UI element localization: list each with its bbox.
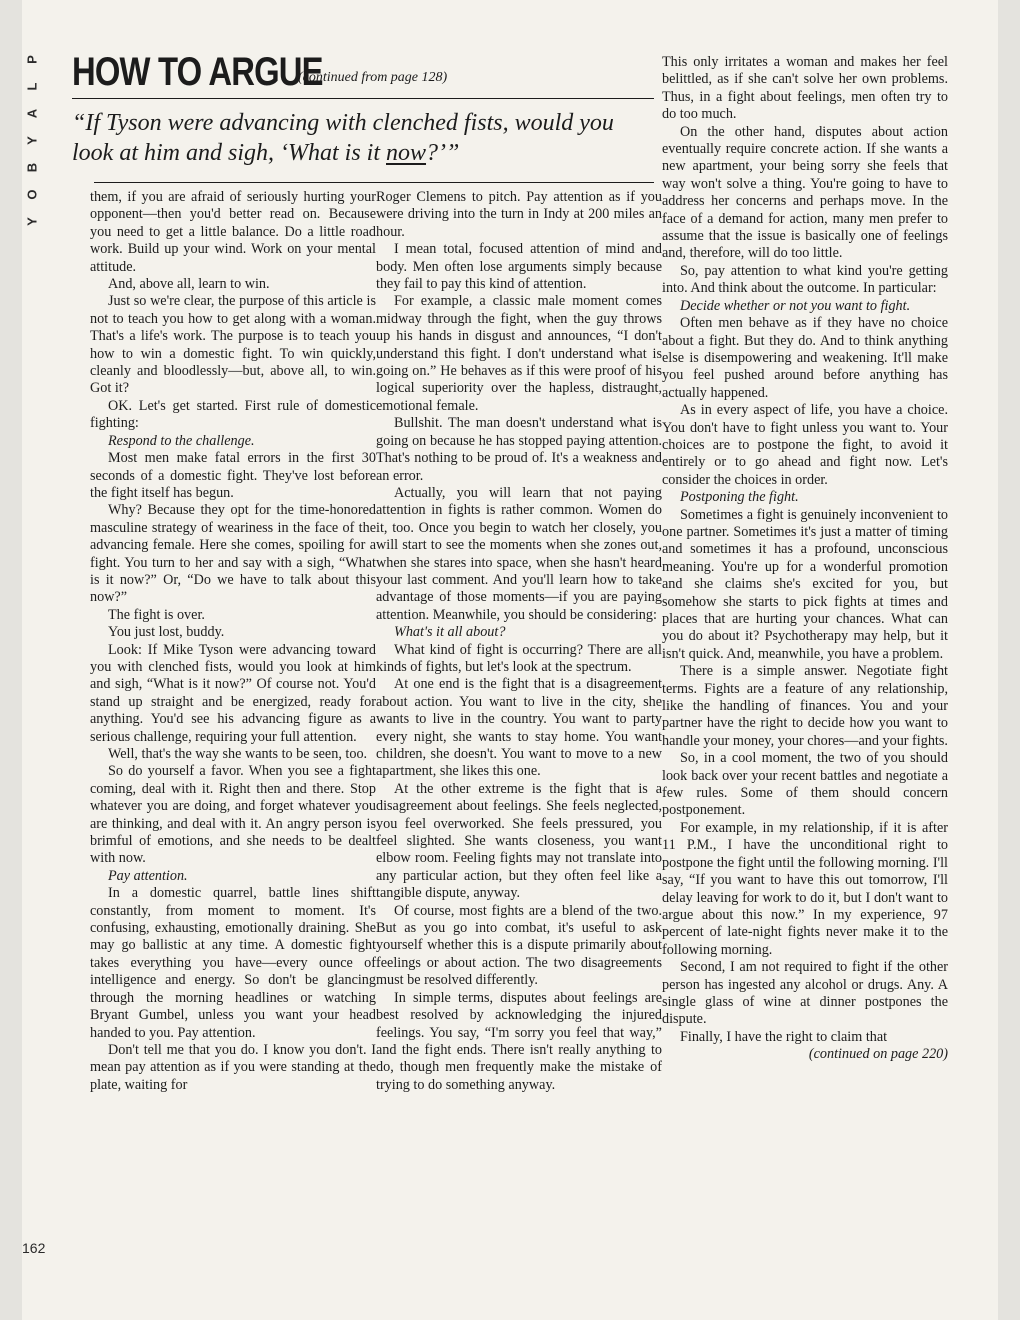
- article-paragraph: them, if you are afraid of seriously hurting your opponent—then you'd better read on. Because you need to get a little balance. Do a little road work. Build up your wind. Work on your mental attitude.: [90, 189, 376, 275]
- continued-from-note: (continued from page 128): [298, 70, 448, 85]
- article-paragraph: You just lost, buddy.: [108, 624, 225, 641]
- section-subhead: Pay attention.: [108, 867, 188, 884]
- article-paragraph: So, in a cool moment, the two of you should look back over your recent battles and negotiate a few rules. Some of them should concern postponement.: [662, 750, 948, 819]
- article-paragraph: At the other extreme is the fight that is a disagreement about feelings. She feels neglected, you feel overworked. She feels pressured, you feel slighted. She wants closeness, you want elbow room. Feeling fights may not translate into any particular action, but they often feel like a tangible dispute, anyway.: [376, 780, 662, 902]
- page-number: 162: [22, 1240, 46, 1256]
- magazine-masthead: [22, 46, 42, 235]
- masthead-letter: Y: [24, 217, 40, 226]
- article-paragraph: Well, that's the way she wants to be seen, too.: [108, 746, 368, 762]
- article-title: HOW TO ARGUE: [72, 50, 323, 94]
- article-paragraph: Bullshit. The man doesn't understand what is going on because he has stopped paying attention. That's nothing to be proud of. It's a weakness and an error.: [376, 415, 662, 484]
- section-subhead: Postponing the fight.: [680, 489, 799, 506]
- article-paragraph: There is a simple answer. Negotiate fight terms. Fights are a feature of any relationship, like the handling of finances. You and your partner have the right to decide how you want to handle your money, your chores—and your fights.: [662, 663, 948, 749]
- article-paragraph: At one end is the fight that is a disagreement about action. You want to live in the city, she wants to live in the country. You want to party every night, she wants to stay home. You want children, she doesn't. You want to move to a new apartment, she likes this one.: [376, 676, 662, 780]
- article-paragraph: For example, a classic male moment comes midway through the fight, when the guy throws up his hands in disgust and announces, “I don't understand this fight. I don't understand what is going on.” He behaves as if this were proof of his logical superiority over the hapless, distraught, emotional female.: [376, 293, 662, 414]
- article-paragraph: And, above all, learn to win.: [108, 276, 270, 293]
- article-paragraph: OK. Let's get started. First rule of domestic fighting:: [90, 397, 376, 432]
- article-column-3: [662, 54, 948, 1064]
- article-column-1: [90, 189, 376, 1094]
- article-paragraph: Roger Clemens to pitch. Pay attention as if you were driving into the turn in Indy at 200 miles an hour.: [376, 189, 662, 240]
- pull-quote-end: ?’”: [426, 140, 460, 166]
- pull-quote-rule: [94, 182, 654, 183]
- article-paragraph: Look: If Mike Tyson were advancing toward you with clenched fists, would you look at him and sigh, “What is it now?” Of course not. You'd stand up straight and be energized, ready for anything. You'd see his advancing figure as a serious challenge, requiring your full attention.: [90, 641, 376, 745]
- article-paragraph: Why? Because they opt for the time-honored masculine strategy of weariness in the face of the advancing female. Here she comes, spoiling for a fight. You turn to her and say with a sigh, “What is it now?” Or, “Do we have to talk about this now?”: [90, 502, 376, 606]
- continued-on-note: (continued on page 220): [808, 1046, 948, 1063]
- masthead-letter: B: [24, 162, 40, 173]
- article-paragraph: For example, in my relationship, if it is after 11 P.M., I have the unconditional right to postpone the fight until the following morning. I'll say, “If you want to have this out tomorrow, I'll delay leaving for work to do it, but I don't want to argue about this now.” In my experience, 97 percent of late-night fights never make it to the following morning.: [662, 819, 948, 958]
- section-subhead: What's it all about?: [394, 624, 506, 641]
- section-subhead: Respond to the challenge.: [108, 432, 255, 449]
- title-rule: [72, 98, 654, 99]
- article-paragraph: Don't tell me that you do. I know you don't. I mean pay attention as if you were standing at the plate, waiting for: [90, 1041, 376, 1093]
- article-paragraph: Most men make fatal errors in the first 30 seconds of a domestic fight. They've lost before the fight itself has begun.: [90, 450, 376, 501]
- masthead-letter: L: [24, 82, 40, 91]
- article-paragraph: Just so we're clear, the purpose of this article is not to teach you how to get along with a woman. That's a life's work. The purpose is to teach you how to win a domestic fight. To win quickly, cleanly and bloodlessly—but, above all, to win. Got it?: [90, 293, 376, 397]
- article-paragraph: This only irritates a woman and makes her feel belittled, as if she can't solve her own problems. Thus, in a fight about feelings, men often try to do too much.: [662, 54, 948, 123]
- article-paragraph: On the other hand, disputes about action eventually require concrete action. If she wants a new apartment, your being sorry she feels that way won't solve a thing. You're going to have to address her concerns and perhaps move. In the face of a demand for action, many men prefer to assume that the issue is basically one of feelings and, therefore, will do too little.: [662, 123, 948, 262]
- article-paragraph: Sometimes a fight is genuinely inconvenient to one partner. Sometimes it's just a matter of timing and sometimes it has a profound, unconscious meaning. You're up for a wonderful promotion and she claims she's excited for you, but somehow she starts to pick fights at times and places that are hurting your chances. What can you do about it? Psychotherapy may help, but it isn't quick. And, meanwhile, you have a problem.: [662, 506, 948, 662]
- pull-quote: [72, 108, 652, 168]
- article-paragraph: In simple terms, disputes about feelings are best resolved by acknowledging the injured feelings. You say, “I'm sorry you feel that way,” and the fight ends. There isn't really anything to do, though men frequently make the mistake of trying to do something anyway.: [376, 989, 662, 1093]
- masthead-letter: O: [24, 189, 40, 200]
- article-paragraph: In a domestic quarrel, battle lines shift constantly, from moment to moment. It's confusing, exhausting, emotionally draining. She may go ballistic at any time. A domestic fight takes everything you have—every ounce of intelligence and energy. So don't be glancing through the morning headlines or watching Bryant Gumbel, unless you want your head handed to you. Pay attention.: [90, 885, 376, 1041]
- masthead-letter: Y: [24, 136, 40, 145]
- article-paragraph: Actually, you will learn that not paying attention in fights is rather common. Women do it, too. Once you begin to watch her closely, you will start to see the moments when she zones out, when she stares into space, when she hasn't heard your last comment. And you'll learn how to take advantage of those moments—if you are paying attention. Meanwhile, you should be considering:: [376, 484, 662, 623]
- article-paragraph: As in every aspect of life, you have a choice. You don't have to fight unless you want to. Your choices are to postpone the fight, to avoid it entirely or to go ahead and fight now. Let's consider the choices in order.: [662, 402, 948, 488]
- masthead-letter: A: [24, 108, 40, 119]
- masthead-letter: P: [24, 55, 40, 64]
- article-paragraph: The fight is over.: [108, 606, 205, 623]
- article-paragraph: Of course, most fights are a blend of the two. But as you go into combat, it's useful to ask yourself whether this is a dispute primarily about feelings or about action. The two disagreements must be resolved differently.: [376, 902, 662, 989]
- article-paragraph: Second, I am not required to fight if the other person has ingested any alcohol or drugs. Any. A single glass of wine at dinner postpones the dispute.: [662, 959, 948, 1028]
- article-paragraph: Finally, I have the right to claim that: [680, 1028, 888, 1045]
- article-paragraph: I mean total, focused attention of mind and body. Men often lose arguments simply because they fail to pay this kind of attention.: [376, 241, 662, 293]
- article-paragraph: Often men behave as if they have no choice about a fight. But they do. And to think anything else is disempowering and weakening. It'll make you feel pushed around before anything has actually happened.: [662, 315, 948, 401]
- article-paragraph: So do yourself a favor. When you see a fight coming, deal with it. Right then and there. Stop whatever you are doing, and forget whatever you are thinking, and deal with it. An angry person is brimful of emotions, and she needs to be dealt with now.: [90, 763, 376, 867]
- article-paragraph: So, pay attention to what kind you're getting into. And think about the outcome. In particular:: [662, 262, 948, 297]
- article-column-2: [376, 189, 662, 1094]
- article-paragraph: What kind of fight is occurring? There are all kinds of fights, but let's look at the spectrum.: [376, 641, 662, 675]
- pull-quote-text: “If Tyson were advancing with clenched fists, would you look at him and sigh, ‘What is it: [72, 110, 614, 166]
- section-subhead: Decide whether or not you want to fight.: [680, 297, 911, 314]
- pull-quote-emphasis: now: [386, 140, 427, 166]
